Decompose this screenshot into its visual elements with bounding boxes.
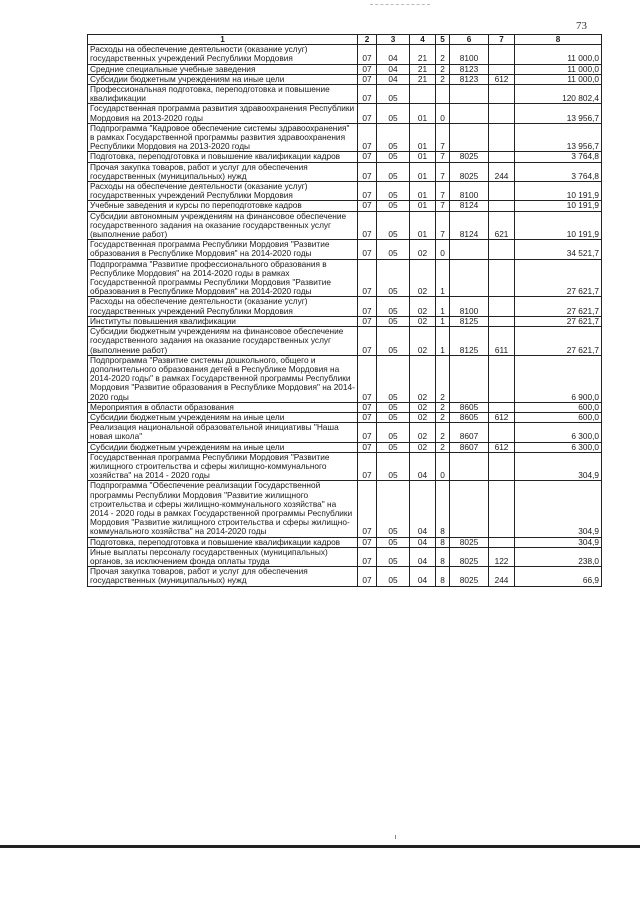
row-subprogram: 2	[436, 402, 450, 412]
row-section: 07	[358, 297, 377, 316]
row-section: 07	[358, 85, 377, 104]
row-subprogram: 2	[436, 412, 450, 422]
row-subsection: 05	[377, 162, 410, 181]
row-subsection: 05	[377, 567, 410, 586]
row-name: Реализация национальной образовательной инициативы "Наша новая школа"	[88, 423, 358, 442]
header-row	[88, 35, 602, 45]
row-expense-type	[489, 355, 515, 402]
row-target-code	[450, 123, 489, 152]
table-row	[88, 64, 602, 74]
table-row	[88, 442, 602, 452]
row-name: Субсидии бюджетным учреждениям на иные цели	[88, 442, 358, 452]
row-name: Расходы на обеспечение деятельности (оказание услуг) государственных учреждений Республики Мордовия	[88, 297, 358, 316]
row-target-code: 8125	[450, 327, 489, 356]
row-section: 07	[358, 402, 377, 412]
row-expense-type	[489, 297, 515, 316]
row-program: 02	[410, 316, 436, 326]
row-program: 02	[410, 355, 436, 402]
row-name: Расходы на обеспечение деятельности (оказание услуг) государственных учреждений Республики Мордовия	[88, 45, 358, 64]
row-target-code: 8025	[450, 152, 489, 162]
row-program: 02	[410, 442, 436, 452]
row-subprogram: 7	[436, 152, 450, 162]
row-subprogram: 7	[436, 182, 450, 201]
row-program: 02	[410, 327, 436, 356]
row-subsection: 05	[377, 547, 410, 566]
row-target-code: 8025	[450, 567, 489, 586]
table-row	[88, 162, 602, 181]
table-row	[88, 259, 602, 297]
row-name: Субсидии бюджетным учреждениям на иные цели	[88, 74, 358, 84]
row-amount: 3 764,8	[515, 152, 602, 162]
row-subprogram: 2	[436, 442, 450, 452]
row-program: 02	[410, 297, 436, 316]
row-subsection: 05	[377, 297, 410, 316]
row-name: Подпрограмма "Обеспечение реализации Государственной программы Республики Мордовия "Развитие жилищного строительства и сферы жилищно-коммунального хозяйства" на 2014 - 2020 годы в рамках Государственной программы Республики Мордовия "Развитие жилищного строительства и сферы жилищно-коммунального хозяйства" на 2014-2020 годы	[88, 481, 358, 537]
row-section: 07	[358, 240, 377, 259]
table-body	[88, 45, 602, 586]
row-program: 02	[410, 402, 436, 412]
page-number: 73	[576, 20, 587, 32]
row-name: Подпрограмма "Кадровое обеспечение системы здравоохранения" в рамках Государственной программы развития здравоохранения Республики Мордовия на 2013-2020 годы	[88, 123, 358, 152]
table-row	[88, 240, 602, 259]
row-subprogram: 1	[436, 297, 450, 316]
row-expense-type	[489, 152, 515, 162]
table-row	[88, 402, 602, 412]
row-program: 21	[410, 74, 436, 84]
row-section: 07	[358, 316, 377, 326]
table-row	[88, 85, 602, 104]
row-target-code	[450, 259, 489, 297]
row-subprogram: 8	[436, 537, 450, 547]
row-subsection: 05	[377, 240, 410, 259]
row-section: 07	[358, 567, 377, 586]
row-amount: 10 191,9	[515, 211, 602, 240]
table-row	[88, 412, 602, 422]
row-subprogram: 8	[436, 567, 450, 586]
row-subsection: 04	[377, 45, 410, 64]
row-subsection: 05	[377, 259, 410, 297]
row-subsection: 04	[377, 64, 410, 74]
row-amount: 27 621,7	[515, 259, 602, 297]
row-target-code: 8025	[450, 162, 489, 181]
row-target-code	[450, 104, 489, 123]
row-section: 07	[358, 152, 377, 162]
row-name: Подготовка, переподготовка и повышение квалификации кадров	[88, 152, 358, 162]
row-expense-type: 621	[489, 211, 515, 240]
col-header-subprogram: 5	[436, 35, 450, 45]
row-amount: 6 300,0	[515, 442, 602, 452]
row-expense-type	[489, 423, 515, 442]
row-subsection: 05	[377, 452, 410, 481]
row-subprogram: 2	[436, 64, 450, 74]
row-target-code: 8123	[450, 74, 489, 84]
col-header-target: 6	[450, 35, 489, 45]
row-subprogram: 1	[436, 259, 450, 297]
table-row	[88, 537, 602, 547]
row-section: 07	[358, 64, 377, 74]
row-program: 01	[410, 123, 436, 152]
row-subsection: 04	[377, 74, 410, 84]
row-name: Прочая закупка товаров, работ и услуг для обеспечения государственных (муниципальных) нужд	[88, 162, 358, 181]
row-amount: 27 621,7	[515, 316, 602, 326]
row-expense-type	[489, 452, 515, 481]
row-amount: 13 956,7	[515, 123, 602, 152]
row-name: Субсидии бюджетным учреждениям на финансовое обеспечение государственного задания на оказание государственных услуг (выполнение работ)	[88, 327, 358, 356]
row-expense-type	[489, 537, 515, 547]
row-target-code: 8125	[450, 316, 489, 326]
table-row	[88, 355, 602, 402]
row-subprogram: 7	[436, 201, 450, 211]
row-subprogram: 0	[436, 104, 450, 123]
row-expense-type	[489, 64, 515, 74]
row-program: 04	[410, 547, 436, 566]
row-amount: 11 000,0	[515, 74, 602, 84]
row-name: Институты повышения квалификации	[88, 316, 358, 326]
row-section: 07	[358, 412, 377, 422]
row-subsection: 05	[377, 402, 410, 412]
row-program: 02	[410, 412, 436, 422]
budget-table	[87, 34, 602, 587]
row-target-code: 8124	[450, 201, 489, 211]
col-header-section: 2	[358, 35, 377, 45]
row-name: Подпрограмма "Развитие системы дошкольного, общего и дополнительного образования детей в Республике Мордовия на 2014-2020 годы" в рамках Государственной программы Республики Мордовия "Развитие образования в Республике Мордовия" на 2014-2020 годы	[88, 355, 358, 402]
row-subsection: 05	[377, 412, 410, 422]
row-target-code: 8607	[450, 442, 489, 452]
row-amount: 34 521,7	[515, 240, 602, 259]
table-row	[88, 123, 602, 152]
row-section: 07	[358, 452, 377, 481]
row-amount: 66,9	[515, 567, 602, 586]
row-subprogram: 0	[436, 452, 450, 481]
table-row	[88, 297, 602, 316]
row-section: 07	[358, 104, 377, 123]
row-name: Государственная программа Республики Мордовия "Развитие образования в Республике Мордовия" на 2014-2020 годы	[88, 240, 358, 259]
row-expense-type: 611	[489, 327, 515, 356]
table-row	[88, 316, 602, 326]
row-section: 07	[358, 442, 377, 452]
table-row	[88, 452, 602, 481]
row-section: 07	[358, 123, 377, 152]
row-subsection: 05	[377, 327, 410, 356]
row-name: Профессиональная подготовка, переподготовка и повышение квалификации	[88, 85, 358, 104]
row-subprogram: 2	[436, 355, 450, 402]
row-target-code: 8100	[450, 45, 489, 64]
row-expense-type: 612	[489, 74, 515, 84]
row-target-code: 8100	[450, 297, 489, 316]
row-name: Прочая закупка товаров, работ и услуг для обеспечения государственных (муниципальных) нужд	[88, 567, 358, 586]
row-name: Подпрограмма "Развитие профессионального образования в Республике Мордовия" на 2014-2020 годы в рамках Государственной программы Республики Мордовия "Развитие образования в Республике Мордовия" на 2014-2020 годы	[88, 259, 358, 297]
row-target-code: 8123	[450, 64, 489, 74]
row-subsection: 05	[377, 201, 410, 211]
row-section: 07	[358, 259, 377, 297]
page-bottom-rule	[0, 845, 640, 848]
row-name: Учебные заведения и курсы по переподготовке кадров	[88, 201, 358, 211]
row-target-code	[450, 355, 489, 402]
row-expense-type	[489, 201, 515, 211]
row-target-code	[450, 481, 489, 537]
row-expense-type	[489, 402, 515, 412]
row-amount: 11 000,0	[515, 45, 602, 64]
row-expense-type: 612	[489, 412, 515, 422]
row-expense-type: 122	[489, 547, 515, 566]
row-program: 04	[410, 481, 436, 537]
row-section: 07	[358, 162, 377, 181]
scan-artifact-mark	[370, 4, 430, 7]
table-row	[88, 481, 602, 537]
row-subprogram: 8	[436, 481, 450, 537]
row-section: 07	[358, 423, 377, 442]
row-subprogram: 2	[436, 423, 450, 442]
row-program: 21	[410, 45, 436, 64]
row-section: 07	[358, 481, 377, 537]
row-target-code: 8605	[450, 412, 489, 422]
col-header-program: 4	[410, 35, 436, 45]
row-target-code: 8607	[450, 423, 489, 442]
row-subprogram: 1	[436, 327, 450, 356]
row-program: 02	[410, 240, 436, 259]
row-program: 04	[410, 567, 436, 586]
row-subsection: 05	[377, 152, 410, 162]
row-program: 01	[410, 201, 436, 211]
col-header-expense-type: 7	[489, 35, 515, 45]
row-subsection: 05	[377, 123, 410, 152]
row-program: 01	[410, 104, 436, 123]
row-amount: 120 802,4	[515, 85, 602, 104]
row-section: 07	[358, 74, 377, 84]
row-target-code: 8605	[450, 402, 489, 412]
row-subsection: 05	[377, 211, 410, 240]
row-target-code: 8025	[450, 537, 489, 547]
table-row	[88, 567, 602, 586]
table-row	[88, 201, 602, 211]
row-target-code: 8124	[450, 211, 489, 240]
table-row	[88, 74, 602, 84]
row-program: 21	[410, 64, 436, 74]
row-section: 07	[358, 327, 377, 356]
row-subsection: 05	[377, 85, 410, 104]
row-name: Средние специальные учебные заведения	[88, 64, 358, 74]
row-subsection: 05	[377, 481, 410, 537]
row-section: 07	[358, 45, 377, 64]
row-expense-type	[489, 104, 515, 123]
row-subprogram: 2	[436, 74, 450, 84]
row-amount: 600,0	[515, 412, 602, 422]
row-subsection: 05	[377, 104, 410, 123]
row-program: 02	[410, 259, 436, 297]
row-subsection: 05	[377, 537, 410, 547]
row-subprogram: 1	[436, 316, 450, 326]
row-subsection: 05	[377, 355, 410, 402]
row-name: Государственная программа Республики Мордовия "Развитие жилищного строительства и сферы жилищно-коммунального хозяйства" на 2014 - 2020 годы	[88, 452, 358, 481]
row-expense-type	[489, 45, 515, 64]
row-section: 07	[358, 182, 377, 201]
row-expense-type: 244	[489, 567, 515, 586]
row-expense-type	[489, 316, 515, 326]
row-amount: 11 000,0	[515, 64, 602, 74]
table-row	[88, 547, 602, 566]
row-subsection: 05	[377, 423, 410, 442]
row-subprogram: 7	[436, 211, 450, 240]
row-name: Иные выплаты персоналу государственных (муниципальных) органов, за исключением фонда оплаты труда	[88, 547, 358, 566]
row-expense-type: 244	[489, 162, 515, 181]
row-amount: 27 621,7	[515, 327, 602, 356]
col-header-amount: 8	[515, 35, 602, 45]
col-header-name: 1	[88, 35, 358, 45]
row-subprogram: 7	[436, 123, 450, 152]
table-row	[88, 104, 602, 123]
row-amount: 13 956,7	[515, 104, 602, 123]
row-name: Государственная программа развития здравоохранения Республики Мордовия на 2013-2020 годы	[88, 104, 358, 123]
row-name: Субсидии бюджетным учреждениям на иные цели	[88, 412, 358, 422]
row-program: 01	[410, 211, 436, 240]
row-amount: 304,9	[515, 537, 602, 547]
row-section: 07	[358, 211, 377, 240]
row-expense-type	[489, 123, 515, 152]
row-target-code: 8025	[450, 547, 489, 566]
row-program: 01	[410, 162, 436, 181]
row-subsection: 05	[377, 316, 410, 326]
row-target-code	[450, 85, 489, 104]
row-expense-type	[489, 182, 515, 201]
row-target-code	[450, 240, 489, 259]
row-amount: 6 900,0	[515, 355, 602, 402]
table-row	[88, 152, 602, 162]
row-target-code	[450, 452, 489, 481]
row-amount: 10 191,9	[515, 201, 602, 211]
row-section: 07	[358, 547, 377, 566]
row-program	[410, 85, 436, 104]
row-subprogram	[436, 85, 450, 104]
row-subsection: 05	[377, 442, 410, 452]
row-amount: 238,0	[515, 547, 602, 566]
row-expense-type	[489, 240, 515, 259]
col-header-subsection: 3	[377, 35, 410, 45]
row-amount: 600,0	[515, 402, 602, 412]
row-subprogram: 2	[436, 45, 450, 64]
row-amount: 304,9	[515, 452, 602, 481]
row-program: 04	[410, 452, 436, 481]
row-program: 01	[410, 152, 436, 162]
row-program: 01	[410, 182, 436, 201]
row-amount: 6 300,0	[515, 423, 602, 442]
row-name: Субсидии автономным учреждениям на финансовое обеспечение государственного задания на оказание государственных услуг (выполнение работ)	[88, 211, 358, 240]
table-row	[88, 423, 602, 442]
row-expense-type: 612	[489, 442, 515, 452]
row-amount: 27 621,7	[515, 297, 602, 316]
row-name: Расходы на обеспечение деятельности (оказание услуг) государственных учреждений Республики Мордовия	[88, 182, 358, 201]
row-program: 02	[410, 423, 436, 442]
row-expense-type	[489, 85, 515, 104]
row-subsection: 05	[377, 182, 410, 201]
row-program: 04	[410, 537, 436, 547]
row-expense-type	[489, 259, 515, 297]
row-name: Мероприятия в области образования	[88, 402, 358, 412]
scan-artifact-mark	[395, 835, 400, 839]
table-row	[88, 182, 602, 201]
row-target-code: 8100	[450, 182, 489, 201]
row-expense-type	[489, 481, 515, 537]
row-section: 07	[358, 537, 377, 547]
table-row	[88, 211, 602, 240]
row-name: Подготовка, переподготовка и повышение квалификации кадров	[88, 537, 358, 547]
table-row	[88, 45, 602, 64]
row-subprogram: 8	[436, 547, 450, 566]
row-subprogram: 0	[436, 240, 450, 259]
row-section: 07	[358, 355, 377, 402]
row-amount: 304,9	[515, 481, 602, 537]
table-row	[88, 327, 602, 356]
row-amount: 10 191,9	[515, 182, 602, 201]
row-amount: 3 764,8	[515, 162, 602, 181]
row-section: 07	[358, 201, 377, 211]
row-subprogram: 7	[436, 162, 450, 181]
